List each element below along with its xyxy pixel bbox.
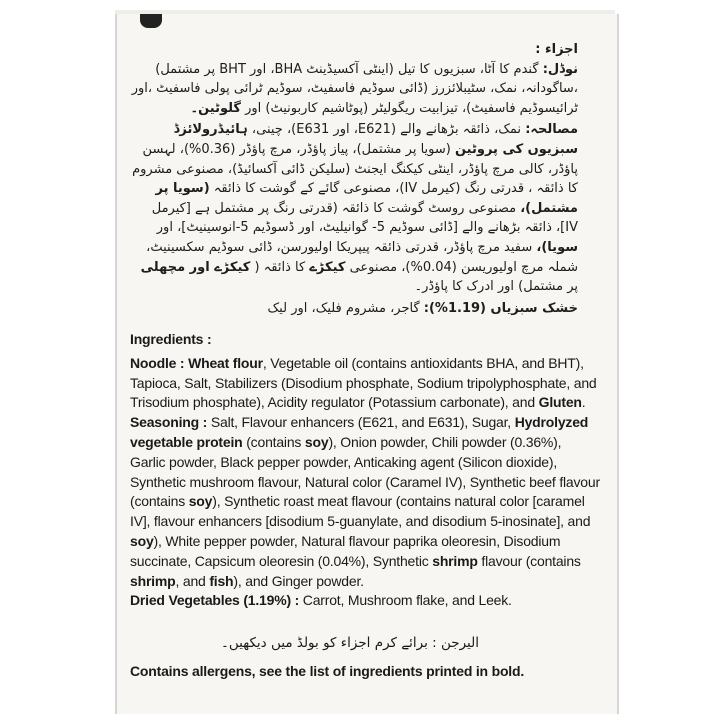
urdu-seasoning-soya-2: سویا)، [536, 239, 578, 255]
urdu-seasoning-text-2: (سویا پر مشتمل)، پیاز پاؤڈر، مرچ پاؤڈر (0.36%)، لہسن پاؤڈر، کالی مرچ پاؤڈر، اینٹی کیکنگ ایجنٹ (سلیکن ڈائی آکسائیڈ)، مصنوعی مشروم کا ذائقہ ، قدرتی رنگ (کیرمل IV)، مصنوعی گائے کے گوشت کا ذائقہ [132, 141, 578, 197]
english-seasoning-soy-3: soy [130, 532, 154, 549]
urdu-noodle-text: گندم کا آٹا، سبزیوں کا تیل (اینٹی آکسیڈینٹ BHA، اور BHT پر مشتمل) ،ساگودانہ، نمک، سٹیبلائزرز (ڈائی سوڈیم فاسفیٹ، سوڈیم ٹرائی پولی فاسفیٹ ،اور ٹرائیسوڈیم فاسفیٹ)، تیزابیت ریگولیٹر (پوٹاشیم کاربونیٹ) اور [131, 61, 578, 116]
urdu-dried-label: خشک سبزیاں (1.19%): [423, 300, 578, 316]
urdu-allergen-note: الیرجن : برائے کرم اجزاء کو بولڈ میں دیکھیں۔ [220, 635, 479, 651]
english-seasoning-paragraph [130, 413, 600, 591]
english-noodle-gluten: Gluten [538, 394, 582, 411]
english-seasoning-soy-1: soy [304, 433, 329, 450]
english-seasoning-text-3: ), Onion powder, Chili powder (0.36%), Garlic powder, Black pepper powder, Anticaking agent (Silicon dioxide), Synthetic mushroom flavour, Natural color (Caramel IV), Synthetic beef flavour (contains [130, 433, 600, 510]
package-edge-mark [140, 14, 162, 28]
urdu-heading: اجزاء : [535, 42, 578, 57]
urdu-noodle-gluten: گلوٹین۔ [190, 100, 241, 116]
urdu-seasoning-fish: کیکڑے اور مچھلی [140, 259, 251, 275]
english-noodle-label: Noodle : Wheat flour [130, 354, 263, 371]
urdu-seasoning-label: مصالحہ: [525, 122, 578, 138]
english-noodle-paragraph [130, 354, 600, 413]
urdu-seasoning-text-5: کا ذائقہ ( [254, 259, 306, 275]
english-seasoning-shrimp-1: shrimp [432, 552, 478, 569]
urdu-seasoning-text-3: مصنوعی روسٹ گوشت کا ذائقہ (قدرتی رنگ پر مشتمل ہے [کیرمل IV]، ذائقہ بڑھانے والے [ڈائی سوڈیم 5- گوانیلیٹ، اور ڈسوڈیم 5-انوسینیٹ]، اور [151, 200, 578, 236]
english-heading: Ingredients : [130, 331, 212, 347]
urdu-dried-paragraph [130, 299, 578, 319]
english-dried-label: Dried Vegetables (1.19%) : [130, 592, 300, 609]
english-dried-text: Carrot, Mushroom flake, and Leek. [299, 592, 512, 609]
english-noodle-text: , Vegetable oil (contains antioxidants BHA, and BHT), Tapioca, Salt, Stabilizers (Disodium phosphate, Sodium tripolyphosphate, and Trisodium phosphate), Acidity regulator (Potassium carbonate), and [130, 354, 597, 411]
urdu-seasoning-text-1: نمک، ذائقہ بڑھانے والے (E621، اور E631)، چینی، [251, 122, 522, 138]
urdu-seasoning-shrimp: کیکڑے [309, 259, 346, 275]
english-seasoning-text-7: , and [175, 572, 210, 589]
english-seasoning-label: Seasoning : [130, 414, 208, 431]
english-seasoning-soy-2: soy [188, 493, 213, 510]
english-seasoning-fish: fish [209, 572, 234, 589]
urdu-seasoning-paragraph [130, 120, 578, 296]
english-seasoning-text-5: ), White pepper powder, Natural flavour paprika oleoresin, Disodium succinate, Capsicum oleoresin (0.04%), Synthetic [130, 532, 561, 569]
english-seasoning-text-8: ), and Ginger powder. [233, 572, 364, 589]
urdu-ingredients [130, 40, 578, 318]
urdu-dried-text: گاجر، مشروم فلیک، اور لیک [267, 300, 420, 316]
english-ingredients [130, 330, 600, 611]
english-seasoning-hvp: Hydrolyzed vegetable protein [130, 414, 589, 450]
english-dried-paragraph [130, 591, 600, 611]
english-seasoning-text-1: Salt, Flavour enhancers (E621, and E631), Sugar, [207, 414, 515, 431]
urdu-noodle-label: نوڈل: [542, 61, 578, 77]
english-seasoning-text-6: flavour (contains [477, 552, 581, 569]
english-seasoning-shrimp-2: shrimp [130, 572, 176, 589]
urdu-seasoning-soya-1: (سویا پر مشتمل)، [155, 181, 578, 216]
english-seasoning-text-2: (contains [242, 433, 305, 450]
urdu-seasoning-text-4: سفید مرچ پاؤڈر، قدرتی ذائقہ پیپریکا اولیورسن، ڈائی سوڈیم سکسینیٹ، شملہ مرچ اولیوریسن (0.04%)، مصنوعی [146, 239, 578, 275]
english-allergen-note: Contains allergens, see the list of ingredients printed in bold. [130, 663, 525, 679]
english-noodle-end: . [581, 394, 586, 411]
urdu-seasoning-hvp: ہائیڈرولائزڈ سبزیوں کی پروٹین [173, 122, 578, 157]
english-seasoning-text-4: ), Synthetic roast meat flavour (contains natural color [caramel IV], flavour enhancers [disodium 5-guanylate, and disodium 5-inosinate], and [130, 493, 591, 530]
urdu-seasoning-text-6: پر مشتمل) اور ادرک کا پاؤڈر۔ [414, 279, 578, 295]
urdu-noodle-paragraph [130, 60, 578, 119]
